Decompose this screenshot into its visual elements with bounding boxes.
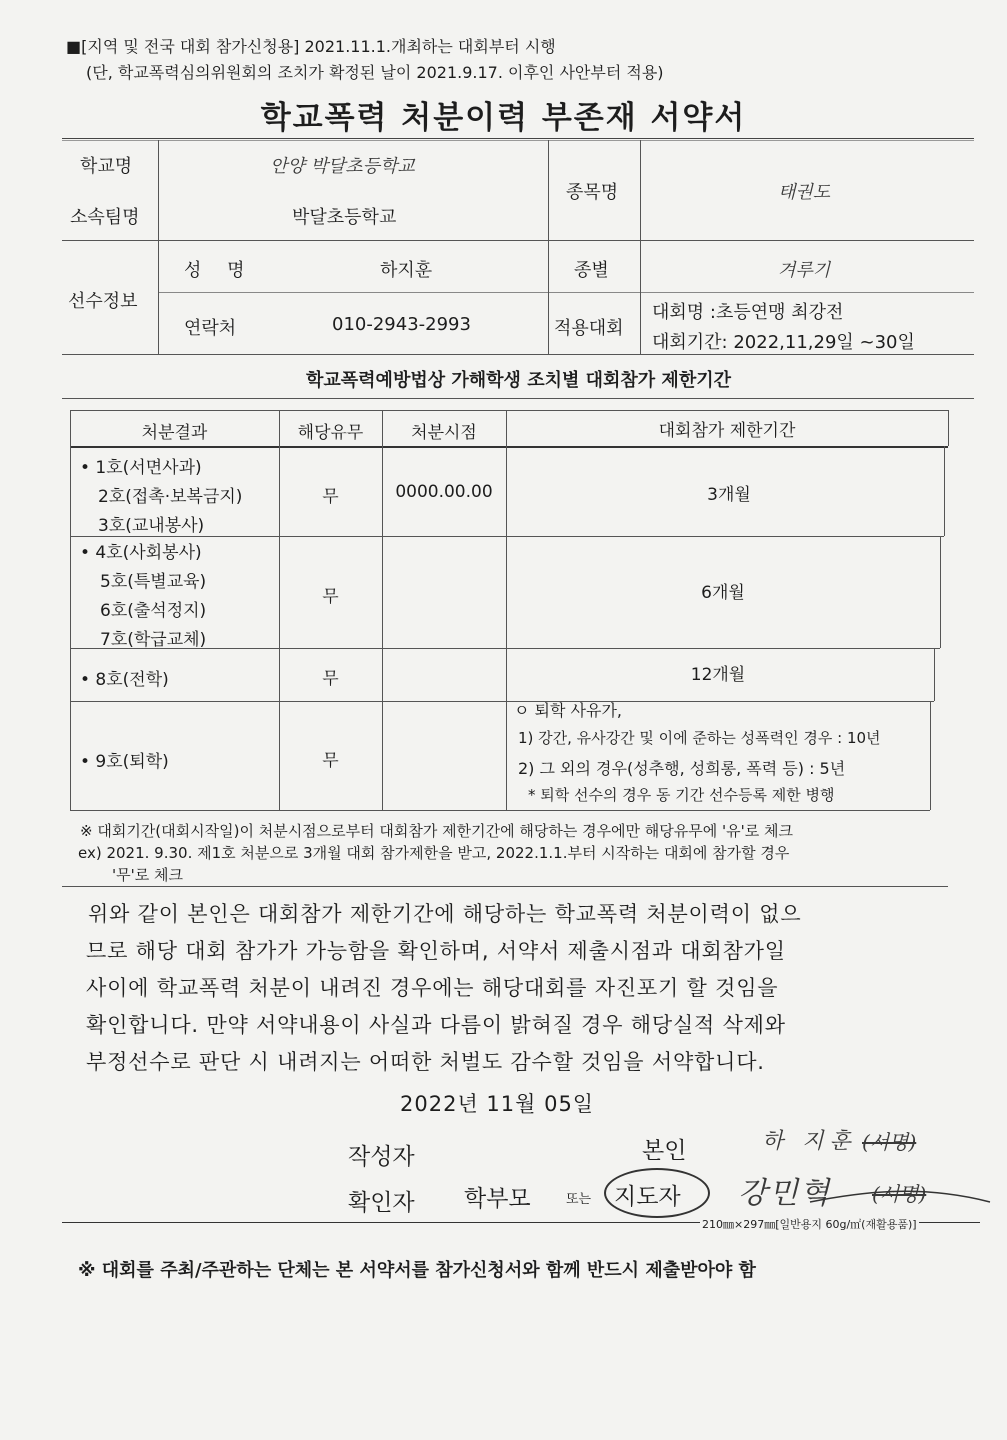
row2-item-2: 5호(특별교육)	[100, 572, 207, 592]
phone-value: 010-2943-2993	[332, 314, 471, 335]
coach-label: 지도자	[614, 1184, 681, 1210]
event-label: 종별	[574, 260, 609, 281]
competition-name: 대회명 :초등연맹 최강전	[652, 302, 844, 323]
name-value: 하지훈	[380, 260, 433, 281]
row2-item-3: 6호(출석정지)	[100, 601, 207, 621]
row2-item-4: 7호(학급교체)	[100, 630, 207, 650]
parent-label: 학부모	[464, 1186, 531, 1212]
pledge-line-5: 부정선수로 판단 시 내려지는 어떠한 처벌도 감수할 것임을 서약합니다.	[86, 1050, 765, 1074]
team-label: 소속팀명	[70, 207, 140, 228]
coach-sign-mark: (서명)	[872, 1182, 927, 1206]
col-header-applies: 해당유무	[297, 423, 364, 443]
school-value: 안양 박달초등학교	[270, 156, 415, 177]
team-value: 박달초등학교	[292, 207, 397, 228]
name-label: 성 명	[184, 260, 255, 281]
header-line-1: ■[지역 및 전국 대회 참가신청용] 2021.11.1.개최하는 대회부터 시행	[66, 37, 556, 56]
pledge-date: 2022년 11월 05일	[400, 1092, 595, 1116]
row4-period-line-1: ㅇ 퇴학 사유가,	[514, 701, 622, 720]
school-label: 학교명	[80, 156, 133, 177]
competition-label: 적용대회	[554, 318, 624, 339]
row2-period: 6개월	[701, 583, 745, 603]
self-sign-mark: (서명)	[862, 1130, 917, 1154]
note-line-2: ex) 2021. 9.30. 제1호 처분으로 3개월 대회 참가제한을 받고, 2022.1.1.부터 시작하는 대회에 참가할 경우	[78, 844, 790, 862]
competition-period: 대회기간: 2022,11,29일 ~30일	[652, 332, 915, 353]
document-title: 학교폭력 처분이력 부존재 서약서	[260, 100, 747, 136]
paper-spec: 210㎜×297㎜[일반용지 60g/㎡(재활용품)]	[702, 1218, 917, 1231]
pledge-line-2: 므로 해당 대회 참가가 가능함을 확인하며, 서약서 제출시점과 대회참가일	[86, 939, 786, 963]
sport-label: 종목명	[566, 182, 619, 203]
row4-period-line-3: 2) 그 외의 경우(성추행, 성희롱, 폭력 등) : 5년	[518, 759, 846, 778]
header-line-2: (단, 학교폭력심의위원회의 조치가 확정된 날이 2021.9.17. 이후인 사안부터 적용)	[86, 63, 664, 82]
self-signature: 하 지훈	[762, 1129, 857, 1154]
col-header-date: 처분시점	[411, 423, 477, 443]
section-title: 학교폭력예방법상 가해학생 조치별 대회참가 제한기간	[306, 370, 731, 391]
row3-item-1: • 8호(전학)	[80, 670, 169, 690]
phone-label: 연락처	[184, 318, 237, 339]
row2-item-1: • 4호(사회봉사)	[80, 543, 202, 563]
pledge-line-3: 사이에 학교폭력 처분이 내려진 경우에는 해당대회를 자진포기 할 것임을	[86, 976, 779, 1000]
player-info-label: 선수정보	[68, 291, 138, 312]
col-header-period: 대회참가 제한기간	[658, 421, 796, 441]
row1-period: 3개월	[707, 485, 751, 505]
coach-signature: 강민혁	[738, 1176, 831, 1211]
or-label: 또는	[566, 1192, 592, 1207]
writer-label: 작성자	[348, 1144, 415, 1170]
row1-item-3: 3호(교내봉사)	[98, 516, 205, 536]
row4-applies: 무	[322, 751, 339, 771]
confirm-label: 확인자	[348, 1190, 415, 1216]
footer-note: ※ 대회를 주최/주관하는 단체는 본 서약서를 참가신청서와 함께 반드시 제출받아야 함	[78, 1260, 756, 1281]
signature-stroke	[800, 1172, 1000, 1212]
row4-period-line-4: * 퇴학 선수의 경우 동 기간 선수등록 제한 병행	[528, 786, 835, 804]
col-header-result: 처분결과	[141, 423, 208, 443]
row4-period-line-2: 1) 강간, 유사강간 및 이에 준하는 성폭력인 경우 : 10년	[518, 729, 881, 747]
row3-applies: 무	[322, 669, 339, 689]
row3-period: 12개월	[690, 665, 746, 685]
note-line-3: '무'로 체크	[112, 866, 183, 884]
row1-applies: 무	[322, 487, 339, 507]
row2-applies: 무	[322, 587, 339, 607]
pledge-line-4: 확인합니다. 만약 서약내용이 사실과 다름이 밝혀질 경우 해당실적 삭제와	[86, 1013, 786, 1037]
row1-item-2: 2호(접촉·보복금지)	[98, 487, 243, 507]
row1-item-1: • 1호(서면사과)	[80, 458, 202, 478]
row4-item-1: • 9호(퇴학)	[80, 752, 169, 772]
row1-date: 0000.00.00	[395, 482, 493, 502]
pledge-line-1: 위와 같이 본인은 대회참가 제한기간에 해당하는 학교폭력 처분이력이 없으	[88, 902, 802, 926]
sport-value: 태권도	[778, 182, 831, 203]
self-label: 본인	[642, 1138, 687, 1164]
event-value: 겨루기	[778, 260, 831, 281]
note-line-1: ※ 대회기간(대회시작일)이 처분시점으로부터 대회참가 제한기간에 해당하는 경우에만 해당유무에 '유'로 체크	[80, 822, 793, 840]
